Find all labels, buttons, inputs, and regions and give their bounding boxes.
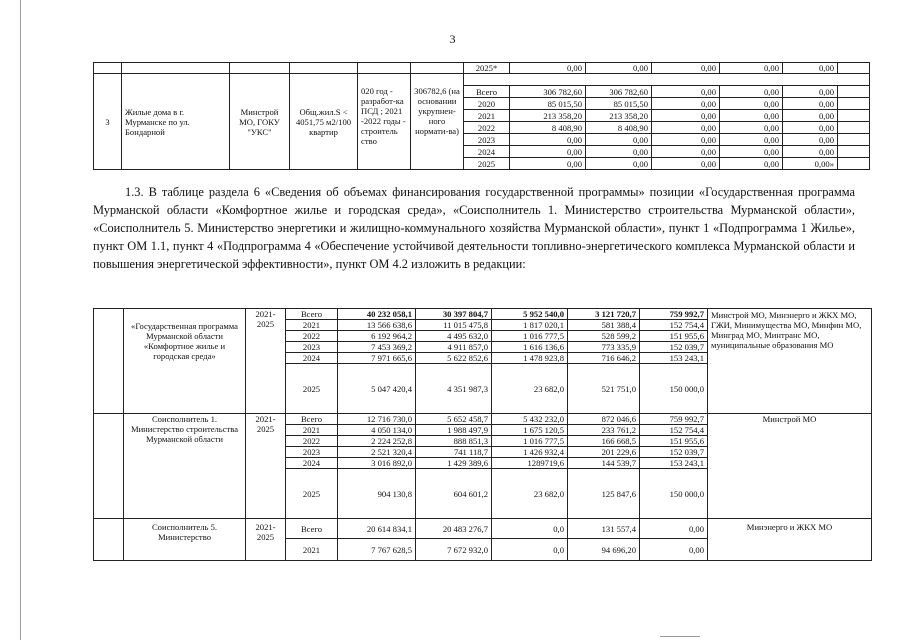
value-cell: 0,00: [510, 134, 586, 146]
value-cell: 0,0: [492, 539, 568, 561]
value-cell: 0,00: [720, 158, 783, 170]
executor-cell: Минстрой МО: [708, 414, 872, 519]
value-cell: 23 682,0: [492, 469, 568, 519]
object-table: [93, 62, 870, 170]
year-cell: Всего: [464, 86, 510, 98]
value-cell: 0,00: [720, 98, 783, 110]
year-cell: 2021: [286, 539, 338, 561]
value-cell: 306 782,60: [510, 86, 586, 98]
value-cell: 7 672 932,0: [416, 539, 492, 561]
value-cell: 773 335,9: [568, 342, 640, 353]
value-cell: 152 754,4: [640, 425, 708, 436]
year-cell: 2025: [286, 469, 338, 519]
value-cell: 1 988 497,9: [416, 425, 492, 436]
value-cell: 872 046,6: [568, 414, 640, 425]
value-cell: 1 675 120,5: [492, 425, 568, 436]
year-cell: 2021: [286, 425, 338, 436]
value-cell: 5 952 540,0: [492, 309, 568, 320]
year-cell: 2023: [464, 134, 510, 146]
value-cell: 0,00: [586, 146, 652, 158]
value-cell: 1 817 020,1: [492, 320, 568, 331]
year-cell: 2022: [464, 122, 510, 134]
value-cell: 0,00: [652, 98, 720, 110]
value-cell: 30 397 804,7: [416, 309, 492, 320]
value-cell: 0,00: [720, 134, 783, 146]
executor-cell: Минэнерго и ЖКХ МО: [708, 519, 872, 561]
value-cell: 4 911 857,0: [416, 342, 492, 353]
value-cell: 152 039,7: [640, 342, 708, 353]
value-cell: 23 682,0: [492, 364, 568, 414]
value-cell: 0,00: [720, 86, 783, 98]
value-cell: 3 121 720,7: [568, 309, 640, 320]
scan-margin-line: [20, 0, 21, 640]
value-cell: 2 224 252,8: [338, 436, 416, 447]
year-cell: 2024: [464, 146, 510, 158]
value-cell: 0,00: [652, 110, 720, 122]
year-cell: 2025: [464, 158, 510, 170]
value-cell: 741 118,7: [416, 447, 492, 458]
value-cell: 166 668,5: [568, 436, 640, 447]
value-cell: 0,00»: [783, 158, 838, 170]
period-cell: 2021-2025: [246, 519, 286, 561]
value-cell: 152 039,7: [640, 447, 708, 458]
year-cell: 2022: [286, 436, 338, 447]
value-cell: 0,00: [720, 63, 783, 74]
value-cell: 0,00: [510, 158, 586, 170]
value-cell: 85 015,50: [510, 98, 586, 110]
value-cell: 0,00: [783, 110, 838, 122]
value-cell: 581 388,4: [568, 320, 640, 331]
value-cell: 40 232 058,1: [338, 309, 416, 320]
value-cell: 5 432 232,0: [492, 414, 568, 425]
value-cell: 0,00: [586, 158, 652, 170]
value-cell: 213 358,20: [510, 110, 586, 122]
value-cell: 153 243,1: [640, 353, 708, 364]
value-cell: 125 847,6: [568, 469, 640, 519]
value-cell: 13 566 638,6: [338, 320, 416, 331]
value-cell: 0,00: [783, 134, 838, 146]
value-cell: 0,00: [652, 86, 720, 98]
value-cell: 0,00: [652, 146, 720, 158]
period-cell: 020 год - разработ-ка ПСД ; 2021 -2022 годы - строитель ство: [358, 74, 411, 170]
financing-table: [93, 308, 872, 561]
table-row: [94, 519, 872, 539]
year-cell: 2023: [286, 447, 338, 458]
year-cell: 2025: [286, 364, 338, 414]
year-cell: 2024: [286, 458, 338, 469]
value-cell: 0,00: [783, 86, 838, 98]
value-cell: 0,00: [652, 158, 720, 170]
value-cell: 6 192 964,2: [338, 331, 416, 342]
amendment-paragraph: 1.3. В таблице раздела 6 «Сведения об объемах финансирования государственной программы» позиции «Государственная программа Мурманской области «Комфортное жилье и городская среда», «Соисполнитель 1. Министерство строительства Мурманской области», «Соисполнитель 5. Министерство энергетики и жилищно-коммунального хозяйства Мурманской области», пункт 1 «Подпрограмма 1 Жилье», пункт ОМ 1.1, пункт 4 «Подпрограмма 4 «Обеспечение устойчивой деятельности топливно-энергетического комплекса Мурманской области и повышения энергетической эффективности», пункт ОМ 4.2 изложить в редакции:: [93, 185, 855, 271]
scan-edge-mark: [660, 636, 700, 637]
value-cell: 0,00: [586, 134, 652, 146]
value-cell: 0,00: [783, 122, 838, 134]
value-cell: 0,00: [720, 146, 783, 158]
value-cell: 0,00: [720, 122, 783, 134]
year-cell: 2021: [464, 110, 510, 122]
value-cell: 0,00: [640, 519, 708, 539]
object-name: Жилые дома в г. Мурманске по ул. Бондарной: [122, 74, 230, 170]
year-cell: 2024: [286, 353, 338, 364]
program-name: «Государственная программа Мурманской области «Комфортное жилье и городская среда»: [124, 309, 246, 414]
value-cell: 604 601,2: [416, 469, 492, 519]
value-cell: 20 614 834,1: [338, 519, 416, 539]
year-cell: 2021: [286, 320, 338, 331]
value-cell: 759 992,7: [640, 414, 708, 425]
value-cell: 1 016 777,5: [492, 436, 568, 447]
value-cell: 4 495 632,0: [416, 331, 492, 342]
value-cell: 7 767 628,5: [338, 539, 416, 561]
value-cell: 0,00: [720, 110, 783, 122]
value-cell: 5 047 420,4: [338, 364, 416, 414]
value-cell: 0,00: [510, 146, 586, 158]
value-cell: 150 000,0: [640, 364, 708, 414]
value-cell: 0,00: [652, 122, 720, 134]
value-cell: 4 351 987,3: [416, 364, 492, 414]
year-cell: Всего: [286, 519, 338, 539]
value-cell: 0,0: [492, 519, 568, 539]
value-cell: 8 408,90: [586, 122, 652, 134]
value-cell: 2 521 320,4: [338, 447, 416, 458]
year-cell: 2025*: [464, 63, 510, 74]
item-number: 3: [94, 74, 122, 170]
value-cell: 1 478 923,8: [492, 353, 568, 364]
value-cell: 151 955,6: [640, 331, 708, 342]
value-cell: 144 539,7: [568, 458, 640, 469]
table-row: [94, 63, 870, 74]
value-cell: 152 754,4: [640, 320, 708, 331]
coexecutor-name: Соисполнитель 1. Министерство строительства Мурманской области: [124, 414, 246, 519]
value-cell: 0,00: [652, 63, 720, 74]
value-cell: 7 971 665,6: [338, 353, 416, 364]
value-cell: 11 015 475,8: [416, 320, 492, 331]
executor-cell: Минстрой МО, ГОКУ "УКС": [230, 74, 290, 170]
value-cell: 1 616 136,6: [492, 342, 568, 353]
year-cell: Всего: [286, 414, 338, 425]
value-cell: 0,00: [640, 539, 708, 561]
value-cell: 888 851,3: [416, 436, 492, 447]
value-cell: 20 483 276,7: [416, 519, 492, 539]
table-row: [94, 414, 872, 425]
value-cell: 7 453 369,2: [338, 342, 416, 353]
value-cell: 0,00: [783, 146, 838, 158]
value-cell: 306 782,60: [586, 86, 652, 98]
year-cell: 2020: [464, 98, 510, 110]
value-cell: 201 229,6: [568, 447, 640, 458]
executor-cell: Минстрой МО, Минэнерго и ЖКХ МО, ГЖИ, Минимущества МО, Минфин МО, Минград МО, Минтранс МО, муниципальные образования МО: [708, 309, 872, 414]
year-cell: 2023: [286, 342, 338, 353]
value-cell: 716 646,2: [568, 353, 640, 364]
year-cell: Всего: [286, 309, 338, 320]
value-cell: 213 358,20: [586, 110, 652, 122]
value-cell: 0,00: [652, 134, 720, 146]
value-cell: 153 243,1: [640, 458, 708, 469]
period-cell: 2021-2025: [246, 414, 286, 519]
value-cell: 521 751,0: [568, 364, 640, 414]
value-cell: 759 992,7: [640, 309, 708, 320]
value-cell: 151 955,6: [640, 436, 708, 447]
value-cell: 1289719,6: [492, 458, 568, 469]
value-cell: 5 652 458,7: [416, 414, 492, 425]
cost-cell: 306782,6 (на основании укрупнен-ного нормати-ва): [411, 74, 464, 170]
table-row: [94, 74, 870, 86]
page-number: 3: [449, 32, 456, 46]
value-cell: 0,00: [783, 63, 838, 74]
value-cell: 528 599,2: [568, 331, 640, 342]
table-row: [94, 309, 872, 320]
value-cell: 1 429 389,6: [416, 458, 492, 469]
value-cell: 8 408,90: [510, 122, 586, 134]
value-cell: 233 761,2: [568, 425, 640, 436]
area-cell: Общ.жил.S < 4051,75 м2/100 квартир: [290, 74, 358, 170]
coexecutor-name: Соисполнитель 5. Министерство: [124, 519, 246, 561]
period-cell: 2021-2025: [246, 309, 286, 414]
value-cell: 0,00: [586, 63, 652, 74]
value-cell: 12 716 730,0: [338, 414, 416, 425]
value-cell: 1 016 777,5: [492, 331, 568, 342]
value-cell: 0,00: [510, 63, 586, 74]
value-cell: 94 696,20: [568, 539, 640, 561]
value-cell: 0,00: [783, 98, 838, 110]
value-cell: 4 050 134,0: [338, 425, 416, 436]
value-cell: 3 016 892,0: [338, 458, 416, 469]
value-cell: 150 000,0: [640, 469, 708, 519]
value-cell: 1 426 932,4: [492, 447, 568, 458]
value-cell: 131 557,4: [568, 519, 640, 539]
value-cell: 904 130,8: [338, 469, 416, 519]
value-cell: 5 622 852,6: [416, 353, 492, 364]
year-cell: 2022: [286, 331, 338, 342]
value-cell: 85 015,50: [586, 98, 652, 110]
